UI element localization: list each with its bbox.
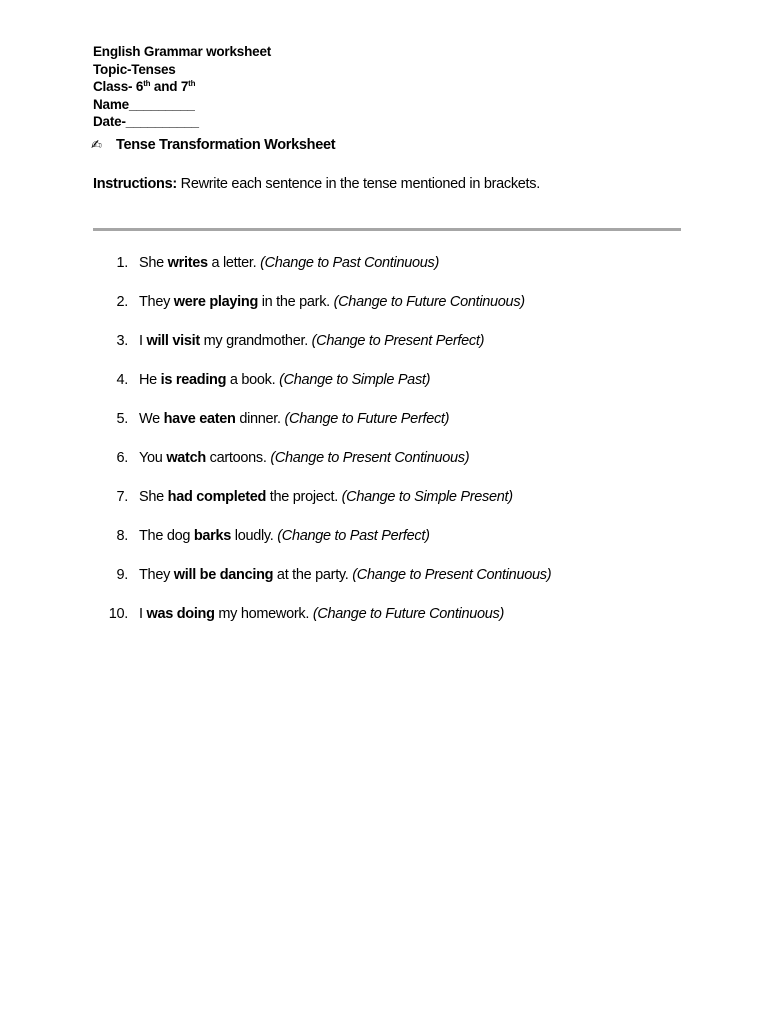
question-post: cartoons. [205, 450, 271, 466]
question-verb: is reading [160, 372, 227, 388]
class-sup-1: th [143, 79, 151, 89]
date-field: Date-__________ [93, 114, 199, 130]
instructions-label: Instructions: [93, 176, 177, 192]
question-post: dinner. [235, 411, 285, 427]
question-number: 10. [108, 606, 128, 622]
question-post: a book. [226, 372, 280, 388]
question-verb: writes [167, 255, 208, 271]
question-text [139, 604, 504, 624]
question-text [139, 292, 525, 312]
worksheet-header [93, 43, 271, 131]
question-pre: You [139, 450, 167, 466]
question-number: 4. [116, 372, 128, 388]
name-field: Name_________ [93, 96, 195, 112]
class-mid: and 7 [150, 79, 189, 95]
question-verb: had completed [167, 489, 267, 505]
question-text [139, 370, 430, 390]
question-verb: were playing [173, 294, 259, 310]
question-text [139, 448, 469, 468]
instructions [93, 176, 540, 192]
question-hint: (Change to Future Continuous) [312, 606, 505, 622]
question-hint: (Change to Simple Past) [279, 372, 431, 388]
question-number: 1. [116, 255, 128, 271]
worksheet-topic: Topic-Tenses [93, 61, 176, 77]
question-text [139, 487, 513, 507]
question-post: in the park. [258, 294, 334, 310]
question-text [139, 565, 551, 585]
question-number: 7. [116, 489, 128, 505]
question-pre: They [139, 294, 174, 310]
question-verb: have eaten [163, 411, 236, 427]
question-number: 2. [116, 294, 128, 310]
question-hint: (Change to Past Continuous) [260, 255, 439, 271]
class-prefix: Class- 6 [93, 79, 144, 95]
question-post: my homework. [214, 606, 313, 622]
question-pre: I [139, 333, 147, 349]
question-number: 9. [116, 567, 128, 583]
question-hint: (Change to Present Continuous) [270, 450, 470, 466]
question-number: 3. [116, 333, 128, 349]
question-pre: She [139, 255, 168, 271]
question-hint: (Change to Future Perfect) [284, 411, 450, 427]
question-verb: will be dancing [173, 567, 274, 583]
question-hint: (Change to Past Perfect) [277, 528, 430, 544]
class-sup-2: th [188, 79, 196, 89]
worksheet-title-row [91, 137, 335, 153]
question-pre: She [139, 489, 168, 505]
question-post: the project. [266, 489, 342, 505]
question-verb: barks [193, 528, 232, 544]
worksheet-title: Tense Transformation Worksheet [116, 137, 336, 153]
question-text [139, 253, 439, 273]
question-post: my grandmother. [199, 333, 312, 349]
question-hint: (Change to Future Continuous) [333, 294, 525, 310]
pencil-icon: ✍ [91, 137, 102, 152]
question-hint: (Change to Present Continuous) [352, 567, 552, 583]
question-hint: (Change to Present Perfect) [311, 333, 485, 349]
question-verb: watch [166, 450, 206, 466]
question-verb: was doing [146, 606, 215, 622]
question-pre: The dog [139, 528, 194, 544]
worksheet-class [93, 78, 271, 96]
question-text [139, 331, 484, 351]
question-pre: I [139, 606, 147, 622]
question-number: 6. [116, 450, 128, 466]
question-post: at the party. [273, 567, 353, 583]
question-number: 5. [116, 411, 128, 427]
question-post: loudly. [231, 528, 278, 544]
instructions-text: Rewrite each sentence in the tense mentioned in brackets. [176, 176, 540, 192]
worksheet-subject: English Grammar worksheet [93, 44, 272, 59]
horizontal-divider [93, 228, 681, 231]
question-post: a letter. [207, 255, 261, 271]
question-pre: They [139, 567, 174, 583]
question-pre: We [139, 411, 164, 427]
question-text [139, 409, 449, 429]
question-pre: He [139, 372, 161, 388]
question-text [139, 526, 430, 546]
question-number: 8. [116, 528, 128, 544]
question-verb: will visit [146, 333, 200, 349]
question-hint: (Change to Simple Present) [341, 489, 513, 505]
